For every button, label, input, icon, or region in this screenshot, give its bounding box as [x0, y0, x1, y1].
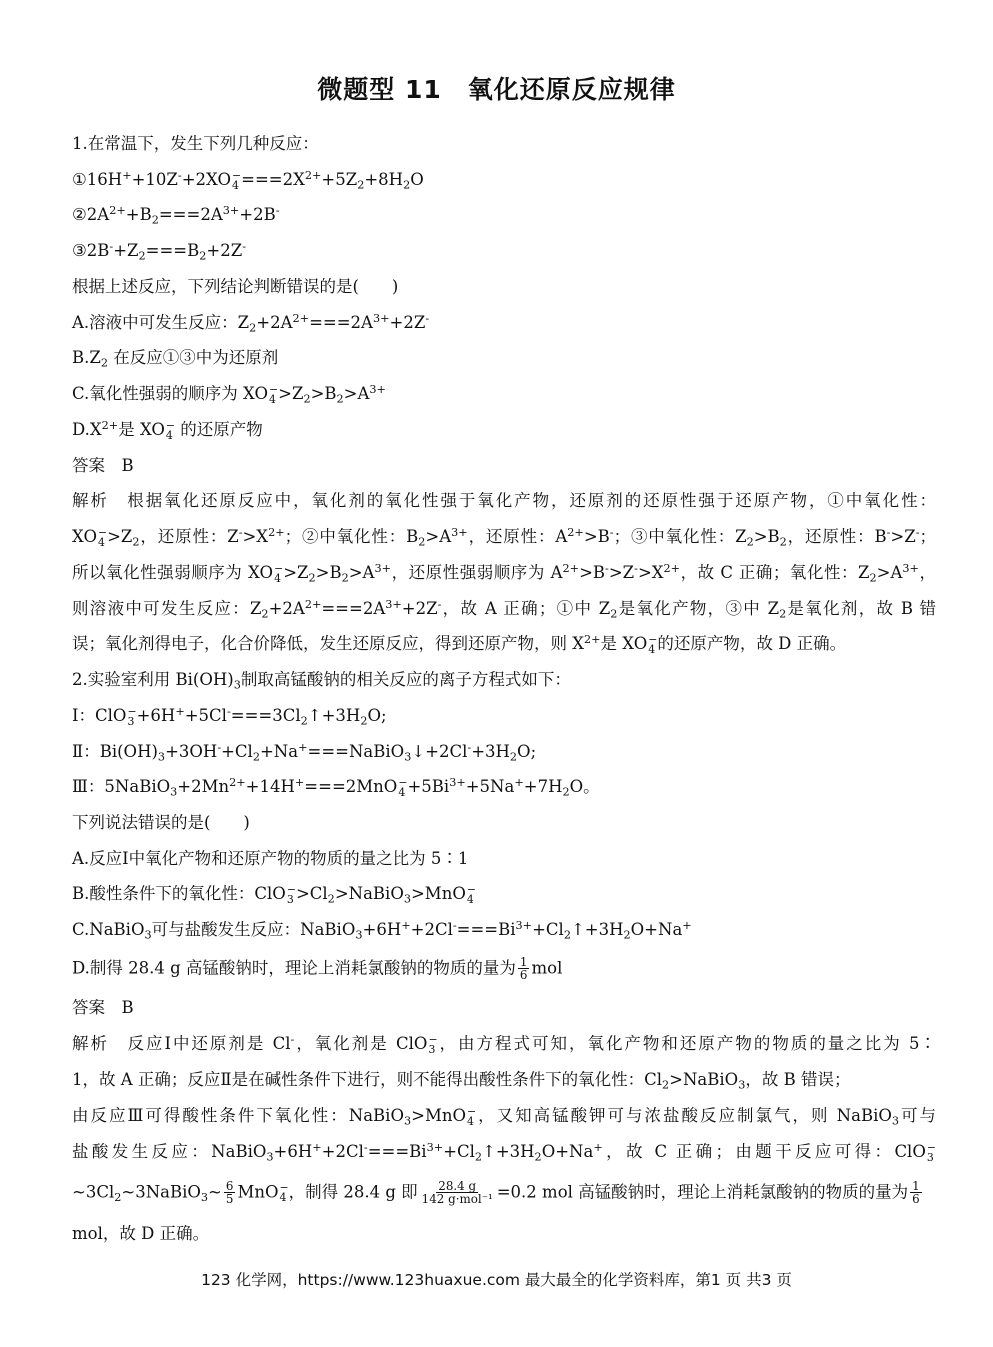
- q1-option-b: $B.Z_2$ 在反应①③中为还原剂: [72, 348, 279, 370]
- q2-option-a: A.反应Ⅰ中氧化产物和还原产物的物质的量之比为 5∶1: [72, 849, 469, 868]
- q1-reaction-3: $③2B^-+Z_2===B_2+2Z^-$: [72, 239, 246, 263]
- q2-question: 下列说法错误的是( ): [72, 813, 250, 832]
- q2-equation-1: Ⅰ：ClO − 3 $+6H^++5Cl^-===3Cl_2↑+3H_2O$;: [72, 704, 387, 728]
- q1-option-c: C.氧化性强弱的顺序为 XO − 4 $>Z_2>B_2>A^{3+}$: [72, 382, 386, 406]
- q2-analysis-line-2: 1，故 A 正确；反应Ⅱ是在碱性条件下进行，则不能得出酸性条件下的氧化性：$Cl_2>NaBiO_3$，故 B 错误；: [72, 1070, 851, 1092]
- q2-analysis-line-3: 由反应Ⅲ可得酸性条件下氧化性：NaBiO$_3$>MnO − 4 ，又知高锰酸钾可与浓盐酸反应制氯气，则 NaBiO$_3$可与: [72, 1104, 937, 1128]
- q2-option-c: C.NaBiO$_3$可与盐酸发生反应：$NaBiO_3+6H^++2Cl^-===Bi^{3+}+Cl_2↑+3H_2O+Na^+$: [72, 918, 692, 942]
- q1-option-a: A.溶液中可发生反应：$Z_2+2A^{2+}===2A^{3+}+2Z^-$: [72, 311, 430, 335]
- q2-stem: 2.实验室利用 $Bi(OH)_3$制取高锰酸钠的相关反应的离子方程式如下：: [72, 670, 571, 692]
- q1-question: 根据上述反应，下列结论判断错误的是( ): [72, 277, 399, 296]
- q2-equation-2: Ⅱ：$Bi(OH)_3+3OH^-+Cl_2+Na^+===NaBiO_3↓+2Cl^-+3H_2O$;: [72, 740, 537, 764]
- q2-option-b: B.酸性条件下的氧化性：ClO − 3 $>Cl_2>NaBiO_3>MnO$ − 4: [72, 882, 476, 906]
- q1-analysis-line-3: 所以氧化性强弱顺序为 XO − 4 $>Z_2>B_2>A^{3+}$，还原性强弱顺序为 $A^{2+}>B^->Z^->X^{2+}$，故 C 正确；氧化性：$Z_2>A^{3+}$，: [72, 561, 936, 585]
- q2-answer: 答案 B: [72, 998, 134, 1017]
- q1-reaction-2: $②2A^{2+}+B_2===2A^{3+}+2B^-$: [72, 203, 280, 227]
- q1-reaction-1: ①16H++10Z-+2XO − 4 $===2X^{2+}+5Z_2+8H_2O$: [72, 168, 424, 192]
- q2-analysis-line-6: mol，故 D 正确。: [72, 1224, 210, 1243]
- q1-stem: 1.在常温下，发生下列几种反应：: [72, 134, 319, 153]
- q1-answer: 答案 B: [72, 456, 134, 475]
- q2-equation-3: Ⅲ：$5NaBiO_3+2Mn^{2+}+14H^+===2MnO$ − 4 $+5Bi^{3+}+5Na^++7H_2O$。: [72, 775, 600, 799]
- q1-option-d: $D.X^{2+}$是 XO − 4 的还原产物: [72, 418, 263, 442]
- q1-analysis-line-5: 误；氧化剂得电子，化合价降低，发生还原反应，得到还原产物，则 $X^{2+}$是 XO − 4 的还原产物，故 D 正确。: [72, 632, 847, 656]
- page-title: 微题型 11 氧化还原反应规律: [317, 75, 676, 104]
- q1-analysis-line-2: XO − 4 $>Z_2$，还原性：$Z^->X^{2+}$；②中氧化性：$B_2>A^{3+}$，还原性：$A^{2+}>B^-$；③中氧化性：$Z_2>B_2$，还原性：B->Z-；: [72, 525, 936, 549]
- q2-analysis-line-4: 盐酸发生反应：$NaBiO_3+6H^++2Cl^-===Bi^{3+}+Cl_2↑+3H_2O+Na^+$，故 C 正确；由题干反应可得：ClO − 3: [72, 1140, 936, 1164]
- fraction-molar-mass: $\frac{28.4 g}{\text{142 g·mol⁻¹}}$: [421, 1179, 493, 1207]
- q1-analysis-line-4: 则溶液中可发生反应：$Z_2+2A^{2+}===2A^{3+}+2Z^-$，故 A 正确；①中 $Z_2$是氧化产物，③中 $Z_2$是氧化剂，故 B 错: [72, 597, 936, 621]
- page-footer: 123 化学网，https://www.123huaxue.com 最大最全的化学资料库，第1 页 共3 页: [201, 1271, 792, 1289]
- q2-option-d: D.制得 28.4 g 高锰酸钠时，理论上消耗氯酸钠的物质的量为 $\frac{1}{6}$ mol: [72, 955, 563, 983]
- fraction-one-sixth-2: $\frac{1}{6}$: [912, 1179, 920, 1207]
- q1-analysis-line-1: 解析 根据氧化还原反应中，氧化剂的氧化性强于氧化产物，还原剂的还原性强于还原产物，①中氧化性：: [72, 491, 936, 510]
- fraction-one-sixth: $\frac{1}{6}$: [519, 955, 528, 983]
- q2-analysis-line-1: 解析 反应Ⅰ中还原剂是 Cl-，氧化剂是 ClO − 3 ，由方程式可知，氧化产物和还原产物的物质的量之比为 5∶: [72, 1032, 936, 1056]
- q2-analysis-line-5: $\sim 3Cl_2\sim 3NaBiO_3\sim$ $\frac{6}{5}$ MnO − 4 ，制得 28.4 g 即 $\frac{28.4 g}{\text{142 g·mol⁻¹}}$ =0.2 mol 高锰酸钠时，理论上消耗氯酸钠的物质的量为 $\frac{1}{6}$: [72, 1179, 920, 1207]
- fraction-six-fifths: $\frac{6}{5}$: [225, 1179, 234, 1207]
